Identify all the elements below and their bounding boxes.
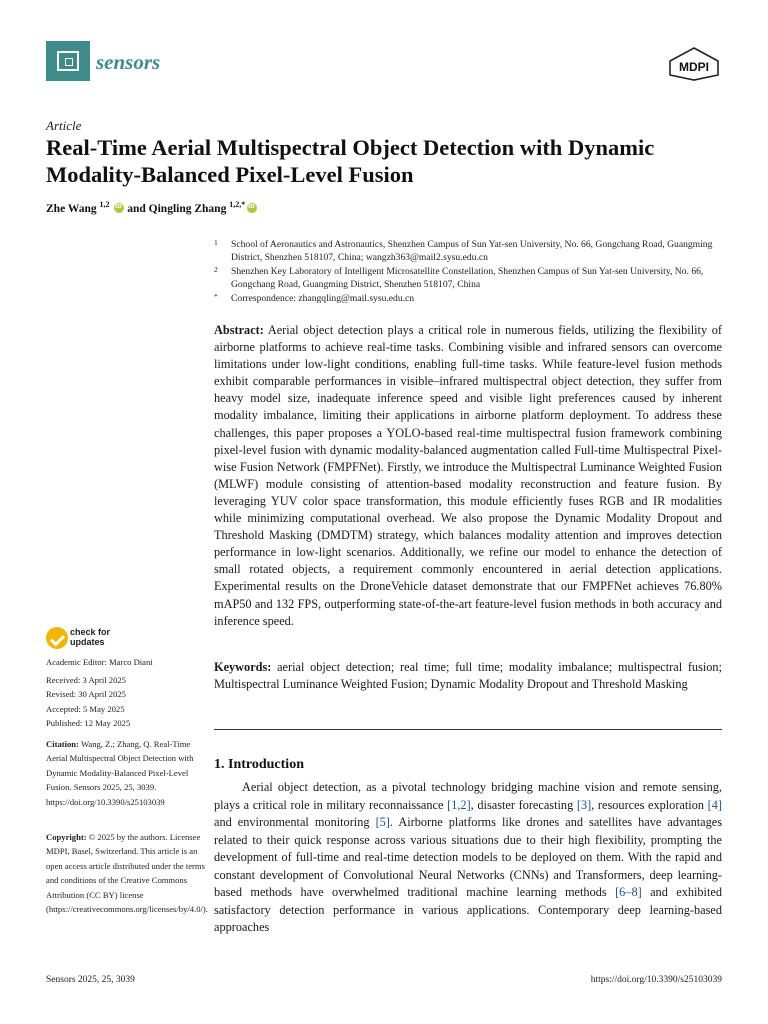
citation-link[interactable]: [1,2] (447, 797, 471, 812)
mdpi-logo (668, 47, 720, 81)
abstract-text: Aerial object detection plays a critical role in numerous fields, utilizing the flexibility of airborne platforms to achieve real-time tasks. Combining visible and infrared sensors can overcome limitations under low-light conditions, enabling full-time tasks. While feature-level fusion methods exhibit comparable performances in visible–infrared multispectral object detection, they suffer from heavy model size, inadequate inference speed and visible light preferences caused by inherent modality imbalance, limiting their applications in airborne platform deployment. To address these challenges, this paper proposes a YOLO-based real-time multispectral fusion framework combining pixel-level fusion with dynamic modality-balanced augmentation called Full-time Multispectral Pixel-wise Fusion Network (FMPFNet). Firstly, we introduce the Multispectral Luminance Weighted Fusion (MLWF) module consisting of attention-based modality reconstruction and feature fusion. By leveraging YUV color space transformation, this module efficiently fuses RGB and IR modalities while minimizing computational overhead. We also propose the Dynamic Modality Dropout and Threshold Masking (DMDTM) strategy, which balances modality attention and improves detection performance in low-light scenarios. Additionally, we refine our model to enhance the detection of small rotated objects, a requirement commonly encountered in aerial detection applications. Experimental results on the DroneVehicle dataset demonstrate that our FMPFNet achieves 76.80% mAP50 and 132 FPS, outperforming state-of-the-art feature-level fusion methods in both accuracy and inference speed. (214, 323, 722, 628)
journal-logo (46, 41, 90, 81)
affiliations (214, 238, 724, 306)
svg-text:MDPI: MDPI (679, 60, 709, 74)
affiliation-item (214, 265, 724, 291)
keywords-label: Keywords: (214, 660, 272, 674)
orcid-icon[interactable] (114, 203, 124, 213)
copyright-text: © 2025 by the authors. Licensee MDPI, Basel, Switzerland. This article is an open access article distributed under the terms and conditions of the Creative Commons Attribution (CC BY) license (https://creativecommons.org/licenses/by/4.0/). (46, 832, 208, 915)
citation-label: Citation: (46, 739, 79, 749)
citation-link[interactable]: [4] (707, 797, 723, 812)
citation-text: Wang, Z.; Zhang, Q. Real-Time Aerial Multispectral Object Detection with Dynamic Modality-Balanced Pixel-Level Fusion. Sensors 2025, 25, 3039. https://doi.org/10.3390/s25103039 (46, 739, 194, 807)
copyright-block (46, 830, 206, 916)
affiliation-item (214, 292, 724, 305)
author-name: Qingling Zhang (148, 202, 227, 215)
received-date: Received: 3 April 2025 (46, 675, 126, 685)
footer-doi-link[interactable]: https://doi.org/10.3390/s25103039 (590, 975, 722, 985)
paper-title: Real-Time Aerial Multispectral Object Detection with Dynamic Modality-Balanced Pixel-Level Fusion (46, 135, 655, 187)
abstract-label: Abstract: (214, 323, 264, 337)
affiliation-mark: 1 (214, 238, 218, 247)
affiliation-text: Correspondence: zhangqling@mail.sysu.edu.cn (231, 293, 415, 304)
check-for-updates-label[interactable]: check for updates (70, 627, 111, 647)
abstract (214, 322, 722, 630)
journal-name: sensors (96, 50, 161, 74)
chip-icon (57, 51, 79, 71)
author-connector: and (127, 202, 146, 215)
affiliation-mark: * (214, 292, 218, 301)
orcid-icon[interactable] (247, 203, 257, 213)
academic-editor: Academic Editor: Marco Diani (46, 657, 153, 667)
intro-paragraph: Aerial object detection, as a pivotal technology bridging machine vision and remote sensing, plays a critical role in military reconnaissance [1,2], disaster forecasting [3], resources exploration [4] and environmental monitoring [5]. Airborne platforms like drones and satellites have advantages related to their quick response across various situations due to their high flexibility, prompting the development of full-time and real-time detection models to be deployed on them. With the rapid and constant development of Convolutional Neural Networks (CNNs) and Transformers, deep learning-based methods have overwhelmed traditional machine learning methods [6–8] and exhibited satisfactory detection performance in various applications. Contemporary deep learning-based approaches (214, 780, 723, 934)
affiliation-text: Shenzhen Key Laboratory of Intelligent Microsatellite Constellation, Shenzhen Campus of Sun Yat-sen University, No. 66, Gongchang Road, Guangming District, Shenzhen 518107, China (231, 266, 704, 290)
author-list (46, 200, 257, 215)
dates (46, 673, 206, 731)
published-date: Published: 12 May 2025 (46, 718, 131, 729)
author-name: Zhe Wang (46, 202, 97, 215)
citation-link[interactable]: [3] (576, 797, 592, 812)
affiliation-text: School of Aeronautics and Astronautics, Shenzhen Campus of Sun Yat-sen University, No. 66, Gongchang Road, Guangming District, Shenzhen 518107, China; wangzh363@mail2.sysu.edu.cn (231, 239, 713, 263)
citation-block (46, 737, 206, 809)
keywords (214, 659, 722, 693)
keywords-text: aerial object detection; real time; full time; modality imbalance; multispectral fusion; Multispectral Luminance Weighted Fusion; Dynamic Modality Dropout and Threshold Masking (214, 660, 722, 692)
affiliation-marker: 1,2 (99, 200, 110, 209)
section-heading: 1. Introduction (214, 757, 304, 772)
copyright-label: Copyright: (46, 832, 87, 842)
divider (214, 729, 722, 730)
citation-link[interactable]: [5] (375, 815, 390, 829)
footer-journal-info: Sensors 2025, 25, 3039 (46, 975, 135, 985)
check-for-updates-icon[interactable] (46, 627, 68, 649)
accepted-date: Accepted: 5 May 2025 (46, 703, 125, 714)
affiliation-item (214, 238, 724, 264)
affiliation-mark: 2 (214, 265, 218, 274)
citation-link[interactable]: [6–8] (615, 885, 642, 899)
article-type: Article (46, 118, 82, 133)
revised-date: Revised: 30 April 2025 (46, 689, 126, 700)
affiliation-marker: 1,2,* (229, 200, 246, 209)
